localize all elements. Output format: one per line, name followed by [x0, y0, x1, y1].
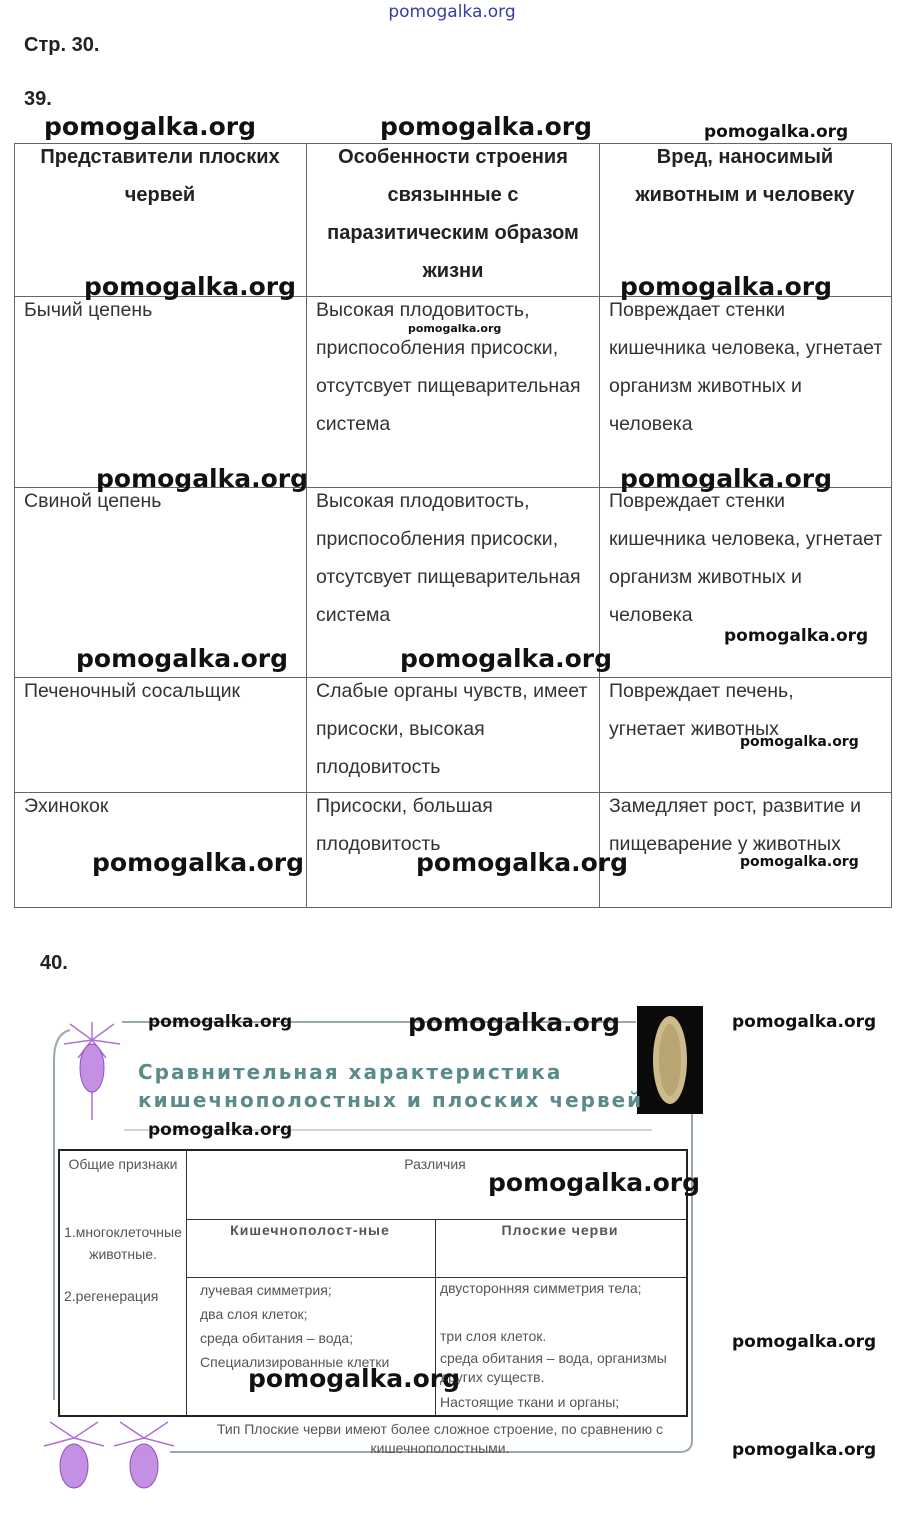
watermark: pomogalka.org — [416, 848, 629, 877]
header-harm: Вред, наносимый животным и человеку — [635, 146, 855, 206]
watermark: pomogalka.org — [488, 1168, 701, 1197]
header-general-features: Общие признаки — [68, 1156, 178, 1172]
watermark: pomogalka.org — [732, 1012, 877, 1032]
watermark: pomogalka.org — [44, 112, 257, 141]
watermark: pomogalka.org — [96, 464, 309, 493]
table-row-1-harm: Повреждает стенки кишечника человека, угнетает организм животных и человека — [609, 299, 883, 435]
header-representatives: Представители плоских червей — [40, 146, 280, 206]
watermark: pomogalka.org — [408, 1008, 621, 1037]
watermark: pomogalka.org — [148, 1120, 293, 1140]
flat-item-2: три слоя клеток. — [440, 1328, 547, 1344]
hydra-icons-pair — [42, 1420, 182, 1500]
table-row-1-name: Бычий цепень — [24, 299, 153, 321]
header-differences: Различия — [404, 1156, 466, 1172]
general-item-2: 2.регенерация — [64, 1288, 159, 1304]
coel-item-2: два слоя клеток; — [200, 1306, 308, 1322]
watermark: pomogalka.org — [92, 848, 305, 877]
figure-title-line-1: Сравнительная характеристика — [138, 1060, 563, 1084]
coel-item-3: среда обитания – вода; — [200, 1330, 354, 1346]
figure-footer: Тип Плоские черви имеют более сложное строение, по сравнению с кишечнополостными. — [216, 1421, 664, 1456]
watermark: pomogalka.org — [620, 272, 833, 301]
table-row-1-features: Высокая плодовитость, приспособления присоски, отсутсвует пищеварительная система — [316, 299, 581, 435]
hydra-icon — [60, 1020, 124, 1124]
watermark: pomogalka.org — [740, 734, 859, 750]
watermark: pomogalka.org — [84, 272, 297, 301]
watermark: pomogalka.org — [740, 854, 859, 870]
coel-item-1: лучевая симметрия; — [200, 1282, 332, 1298]
exercise-39-label: 39. — [24, 88, 52, 110]
table-row-4-features: Присоски, большая плодовитость — [316, 795, 493, 855]
exercise-40-label: 40. — [40, 952, 68, 974]
watermark: pomogalka.org — [380, 112, 593, 141]
watermark: pomogalka.org — [400, 644, 613, 673]
table-row-4-harm: Замедляет рост, развитие и пищеварение у животных — [609, 795, 861, 855]
watermark: pomogalka.org — [408, 322, 502, 335]
flatworm-image — [637, 1006, 703, 1114]
figure-title — [138, 1058, 643, 1114]
coel-item-4: Специализированные клетки — [200, 1354, 390, 1370]
table-row-4-name: Эхинокок — [24, 795, 109, 817]
figure-title-line-2: кишечнополостных и плоских червей — [138, 1088, 644, 1112]
page-label: Стр. 30. — [24, 34, 100, 56]
watermark: pomogalka.org — [704, 122, 849, 142]
flat-item-3: среда обитания – вода, организмы других существ. — [440, 1350, 667, 1385]
watermark: pomogalka.org — [148, 1012, 293, 1032]
header-flatworms: Плоские черви — [501, 1222, 619, 1238]
table-row-3-name: Печеночный сосальщик — [24, 680, 241, 702]
table-row-3-features: Слабые органы чувств, имеет присоски, высокая плодовитость — [316, 680, 588, 778]
top-watermark: pomogalka.org — [388, 2, 516, 22]
general-item-1: 1.многоклеточные животные. — [64, 1224, 182, 1262]
flat-item-4: Настоящие ткани и органы; — [440, 1394, 620, 1410]
header-coelenterates: Кишечнополост-ные — [230, 1222, 390, 1238]
watermark: pomogalka.org — [620, 464, 833, 493]
watermark: pomogalka.org — [76, 644, 289, 673]
watermark: pomogalka.org — [732, 1440, 877, 1460]
watermark: pomogalka.org — [248, 1364, 461, 1393]
watermark: pomogalka.org — [724, 626, 869, 646]
table-row-2-name: Свиной цепень — [24, 490, 162, 512]
watermark: pomogalka.org — [732, 1332, 877, 1352]
table-row-2-harm: Повреждает стенки кишечника человека, угнетает организм животных и человека — [609, 490, 883, 626]
table-row-3-harm: Повреждает печень, угнетает животных — [609, 680, 794, 740]
table-row-2-features: Высокая плодовитость, приспособления присоски, отсутсвует пищеварительная система — [316, 490, 581, 626]
header-features: Особенности строения связынные с паразитическим образом жизни — [327, 146, 579, 282]
table-39 — [14, 143, 892, 908]
flat-item-1: двусторонняя симметрия тела; — [440, 1280, 642, 1296]
